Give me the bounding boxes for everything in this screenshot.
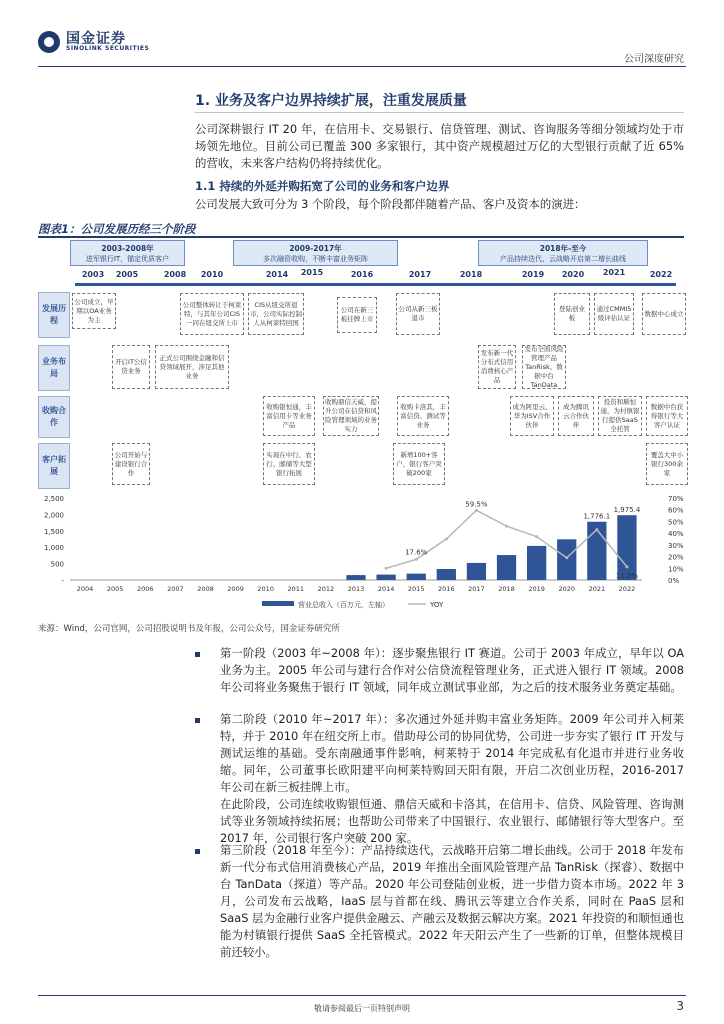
phase-1-period: 2003-2008年: [101, 244, 154, 253]
revenue-bar: [437, 569, 456, 580]
event-box: 公司开始与建设银行合作: [112, 443, 150, 485]
year-label: 2017: [408, 270, 432, 279]
y-right-tick-label: 50%: [668, 518, 684, 527]
year-label: 2008: [163, 270, 187, 279]
yoy-point: [565, 556, 568, 559]
phase-banner-1: [70, 240, 185, 266]
y-left-tick-label: 500: [50, 560, 64, 569]
x-tick-label: 2005: [106, 585, 124, 593]
revenue-bar: [617, 515, 636, 580]
phase-1-paragraph: 第一阶段（2003 年~2008 年）：逐步聚焦银行 IT 赛道。公司于 2003 年成立，早年以 OA 业务为主。2005 年公司与建行合作对公信贷流程管理业务，正式进入银行 IT 领域。2008 年公司将业务聚焦于银行 IT 领域，同年成立测试事业部，为之后的技术服务业务奠定基础。: [220, 646, 684, 694]
logo-en: SINOLINK SECURITIES: [66, 45, 150, 52]
legend-label-revenue: 营业总收入（百万元，左轴）: [298, 601, 389, 609]
yoy-point: [535, 535, 538, 538]
revenue-chart: [30, 490, 694, 618]
event-box: CIS从纽交所退市，公司实际控制人从柯莱特回国: [248, 293, 304, 335]
event-box: 收购鼎信天威，提升公司在信贷和风险管理领域的业务实力: [323, 396, 379, 436]
year-label: 2010: [200, 270, 224, 279]
yoy-point: [595, 528, 598, 531]
yoy-point: [415, 558, 418, 561]
event-box: 收购银恒通，丰富信用卡等业务产品: [263, 396, 315, 436]
subsection-title: 1.1 持续的外延并购拓宽了公司的业务和客户边界: [195, 179, 450, 193]
figure-title-rule: [38, 236, 684, 238]
revenue-bar: [346, 575, 365, 580]
event-box: 公司在新三板挂牌上市: [337, 297, 377, 333]
year-label: 2003: [81, 270, 105, 279]
revenue-bar: [376, 575, 395, 580]
logo-mark-icon: [38, 31, 60, 53]
x-tick-label: 2016: [438, 585, 455, 593]
data-label: 59.5%: [465, 500, 488, 509]
event-box: 成为腾讯云合作伙伴: [558, 396, 594, 436]
x-tick-label: 2010: [257, 585, 274, 593]
event-box: 数据中心成立: [642, 293, 686, 335]
bullet-icon: [195, 718, 200, 723]
year-label: 2019: [521, 270, 545, 279]
intro-paragraph: 公司深耕银行 IT 20 年，在信用卡、交易银行、信贷管理、测试、咨询服务等细分领域均处于市场领先地位。目前公司已覆盖 300 多家银行，其中资产规模超过万亿的大型银行贡献了近 65%的营收，未来客户结构仍将持续优化。: [195, 122, 684, 170]
event-box: 新增100+客户，银行客户突破200家: [393, 443, 445, 485]
y-right-tick-label: 60%: [668, 506, 684, 515]
x-tick-label: 2022: [618, 585, 636, 593]
y-left-tick-label: 1,500: [43, 527, 64, 536]
legend-label-yoy: YOY: [430, 601, 444, 609]
event-box: 公司从新三板退市: [396, 293, 440, 335]
data-label: 1,975.4: [613, 506, 641, 515]
x-tick-label: 2018: [498, 585, 515, 593]
year-label: 2015: [300, 268, 324, 277]
event-box: 开启IT公信贷业务: [112, 345, 150, 389]
footer-disclaimer: 敬请参阅最后一页特别声明: [314, 1004, 410, 1013]
x-tick-label: 2019: [528, 585, 545, 593]
y-left-tick-label: 2,500: [43, 495, 64, 503]
y-left-tick-label: -: [61, 577, 64, 585]
revenue-bar: [407, 574, 426, 580]
data-label: 1,776.1: [583, 512, 611, 521]
header-divider: [38, 66, 686, 67]
event-box: 正式公司围绕金融和信贷领域展开，涉足其他业务: [155, 345, 229, 389]
event-box: 通过CMMI5级评估认证: [594, 293, 634, 335]
event-box: 公司整体转让于柯莱特，与其年公司CIS一同在纽交所上市: [180, 293, 244, 335]
yoy-point: [625, 565, 628, 568]
row-label-business: 业务布局: [38, 345, 70, 391]
year-label: 2018: [459, 270, 483, 279]
event-box: 发布全面风险管理产品TanRisk、数据中台TanData: [522, 345, 566, 389]
y-left-tick-label: 1,000: [43, 544, 64, 553]
section-title-rule: [195, 112, 684, 113]
x-tick-label: 2009: [227, 585, 244, 593]
phase-2-period: 2009-2017年: [289, 244, 342, 253]
phase-2-desc: 多次融资收购，不断丰富业务矩阵: [263, 255, 368, 263]
yoy-point: [445, 538, 448, 541]
phase-3-desc: 产品持续迭代，云战略开启第二增长曲线: [500, 255, 626, 263]
company-logo: [38, 28, 198, 56]
y-right-tick-label: 10%: [668, 565, 684, 574]
phase-3-paragraph: 第三阶段（2018 年至今）：产品持续迭代，云战略开启第二增长曲线。公司于 2018 年发布新一代分布式信用消费核心产品，2019 年推出全面风险管理产品 TanRisk（探睿）、数据中台 TanData（探道）等产品。2020 年公司登陆创业板，进一步借力资本市场。2022 年 3 月，公司发布云战略，IaaS 层与首都在线、腾讯云等建立合作关系，同时在 PaaS 层和 SaaS 层为金融行业客户提供金融云、产融云及数据云解决方案。2021 年投资的和顺恒通也能为村镇银行提供 SaaS 全托管模式。2022 年天阳云产生了一些新的订单，但整体规模目前还较小。: [220, 843, 684, 959]
y-right-tick-label: 20%: [668, 553, 684, 562]
data-label: 11.2%: [615, 571, 639, 580]
y-right-tick-label: 30%: [668, 541, 684, 550]
phase-3-period: 2018年-至今: [539, 244, 587, 253]
year-label: 2016: [350, 270, 374, 279]
revenue-bar: [557, 539, 576, 580]
event-box: 登陆创业板: [554, 293, 590, 335]
phase-1-desc: 进军银行IT，锚定优质客户: [85, 255, 170, 263]
figure-title: 图表1：公司发展历经三个阶段: [38, 222, 196, 236]
event-box: 覆盖大中小银行300余家: [646, 443, 688, 485]
bullet-icon: [195, 849, 200, 854]
y-right-tick-label: 70%: [668, 495, 684, 503]
yoy-point: [505, 525, 508, 528]
footer-divider: [38, 995, 686, 996]
revenue-bar: [527, 546, 546, 580]
year-label: 2005: [115, 270, 139, 279]
bullet-icon: [195, 652, 200, 657]
x-tick-label: 2007: [167, 585, 184, 593]
x-tick-label: 2021: [588, 585, 606, 593]
logo-cn: 国金证券: [66, 31, 126, 47]
data-label: 17.6%: [405, 548, 428, 557]
year-label: 2020: [561, 270, 585, 279]
yoy-point: [475, 509, 478, 512]
x-tick-label: 2012: [317, 585, 335, 593]
figure-source: 来源：Wind，公司官网，公司招股说明书及年报，公司公众号，国金证券研究所: [38, 624, 340, 634]
subsection-paragraph: 公司发展大致可分为 3 个阶段，每个阶段都伴随着产品、客户及资本的演进：: [195, 197, 586, 211]
row-label-development: 发展历程: [38, 292, 70, 338]
y-right-tick-label: 40%: [668, 530, 684, 539]
event-box: 数据中台获得银行等大客户认证: [646, 396, 688, 436]
y-right-tick-label: 0%: [668, 577, 680, 585]
x-tick-label: 2004: [76, 585, 94, 593]
event-box: 发布新一代分布式信用消费核心产品: [478, 345, 516, 389]
year-label: 2021: [602, 268, 626, 277]
x-tick-label: 2011: [287, 585, 305, 593]
page-number: 3: [676, 999, 684, 1013]
row-label-clients: 客户拓展: [38, 443, 70, 489]
event-box: 成为阿里云、华为ISV合作伙伴: [510, 396, 554, 436]
revenue-bar: [497, 555, 516, 580]
event-box: 公司成立，早期以OA业务为主: [72, 293, 116, 329]
x-tick-label: 2017: [468, 585, 485, 593]
event-box: 实现在中行、农行、邮储等大型银行拓展: [263, 443, 315, 485]
yoy-point: [385, 567, 388, 570]
section-title: 1. 业务及客户边界持续扩展，注重发展质量: [195, 93, 467, 109]
timeline-axis: [75, 283, 676, 286]
x-tick-label: 2013: [347, 585, 365, 593]
year-label: 2014: [265, 270, 289, 279]
phase-2-paragraph: 第二阶段（2010 年~2017 年）：多次通过外延并购丰富业务矩阵。2009 年公司并入柯莱特，并于 2010 年在纽交所上市。借助母公司的协同优势，公司进一步夯实了银行 IT 开发与测试运维的基础。受东南融通事件影响，柯莱特于 2014 年完成私有化退市并进行业务收缩。同年，公司董事长欧阳建平向柯莱特购回天阳有限，开启二次创业历程，2016-2017 年公司在新三板挂牌上市。: [220, 712, 684, 794]
phase-banner-3: [478, 240, 648, 266]
revenue-bar: [467, 563, 486, 580]
event-box: 投资和顺恒通，为村镇银行提供SaaS全托管: [598, 396, 642, 436]
x-tick-label: 2020: [558, 585, 576, 593]
x-tick-label: 2008: [197, 585, 214, 593]
x-tick-label: 2006: [136, 585, 154, 593]
phase-2-extra-paragraph: 在此阶段，公司连续收购银恒通、鼎信天威和卡洛其，在信用卡、信贷、风险管理、咨询测试等业务领域持续拓展；也帮助公司带来了中国银行、农业银行、邮储银行等大型客户。至 2017 年，公司银行客户突破 200 家。: [220, 797, 684, 845]
phase-banner-2: [233, 240, 398, 266]
x-tick-label: 2015: [407, 585, 425, 593]
y-left-tick-label: 2,000: [43, 511, 64, 520]
report-type: 公司深度研究: [624, 54, 684, 65]
event-box: 收购卡洛其，丰富信贷、测试等业务: [397, 396, 449, 436]
year-label: 2022: [649, 270, 673, 279]
row-label-acquisition: 收购合作: [38, 396, 70, 438]
legend-swatch-revenue: [262, 601, 294, 606]
x-tick-label: 2014: [377, 585, 395, 593]
